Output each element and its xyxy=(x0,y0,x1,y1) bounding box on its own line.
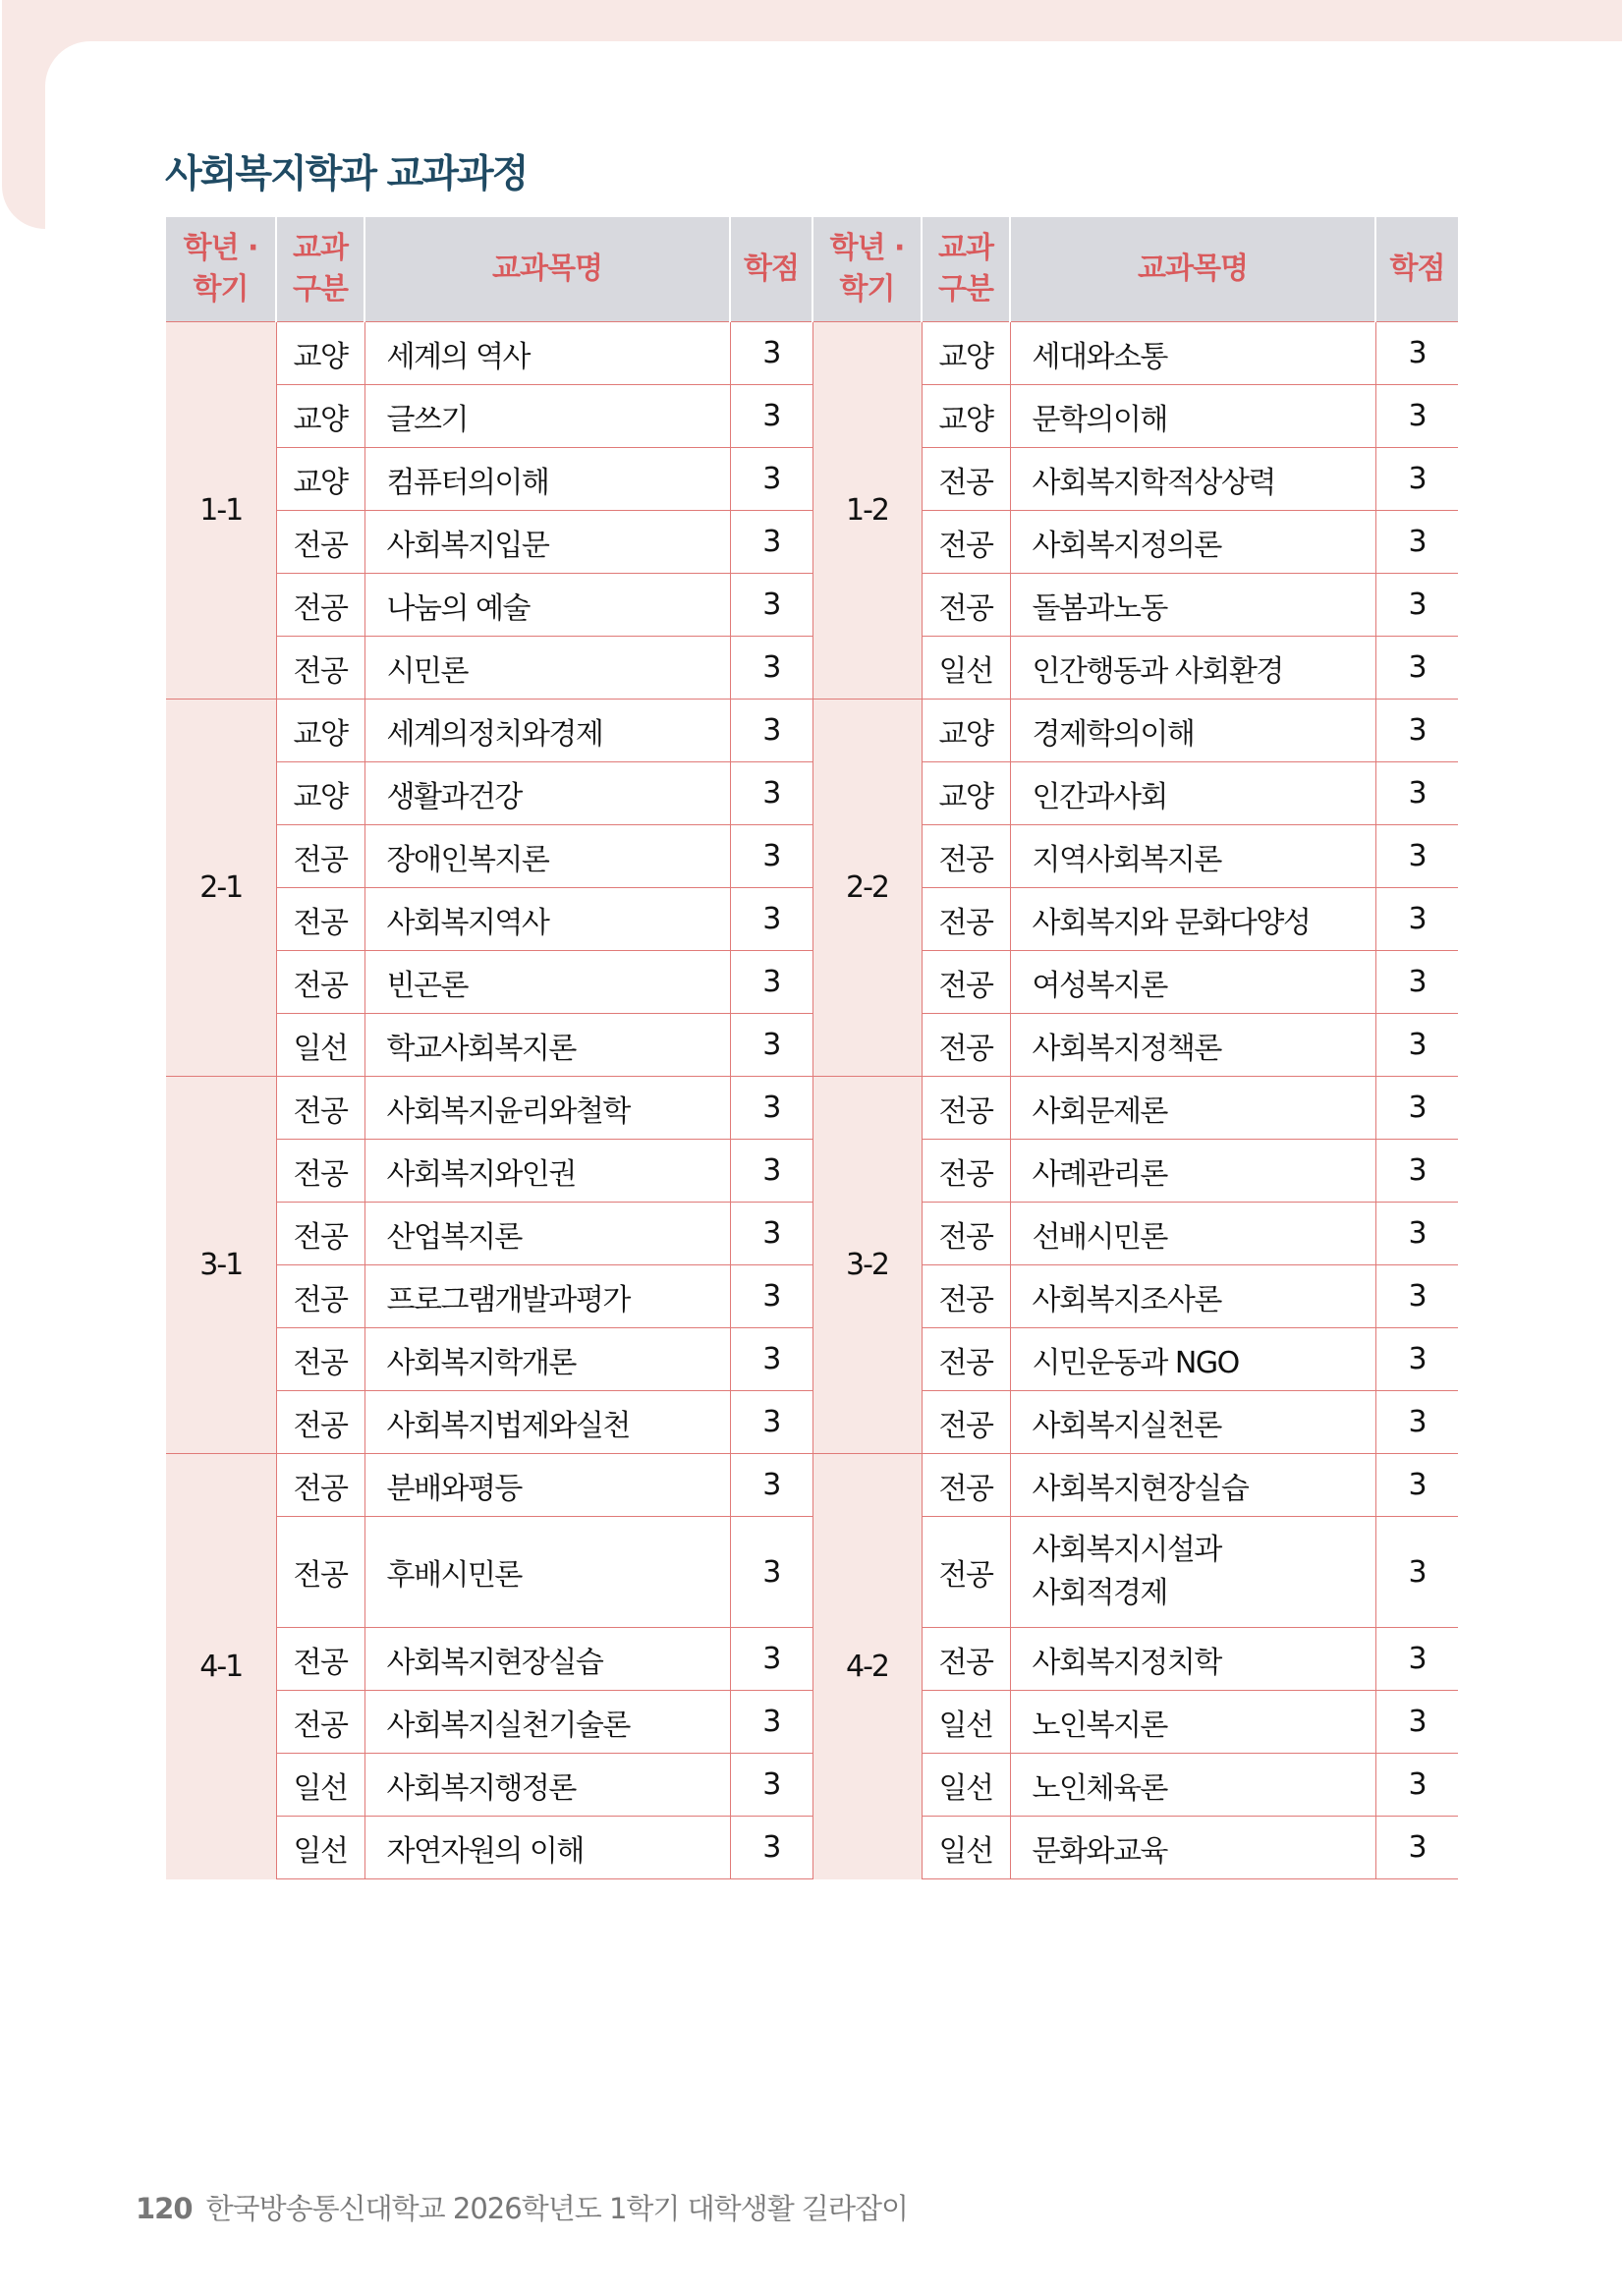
course-credit: 3 xyxy=(1375,1817,1458,1879)
page-title: 사회복지학과 교과과정 xyxy=(165,152,528,196)
course-category: 교양 xyxy=(276,322,364,385)
semester-cell-left: 1-1 xyxy=(166,322,276,700)
course-name: 분배와평등 xyxy=(364,1454,730,1517)
course-category: 전공 xyxy=(922,825,1010,888)
course-name: 사회복지실천기술론 xyxy=(364,1691,730,1754)
course-category: 전공 xyxy=(276,1628,364,1691)
table-row xyxy=(166,825,1458,888)
course-credit: 3 xyxy=(730,511,812,574)
header-category-right: 교과 구분 xyxy=(922,217,1010,322)
course-name-line-1: 사회복지시설과 xyxy=(1032,1533,1221,1567)
course-category: 전공 xyxy=(276,888,364,951)
course-credit: 3 xyxy=(1375,1265,1458,1328)
table-row xyxy=(166,637,1458,700)
course-credit: 3 xyxy=(730,1328,812,1391)
course-credit: 3 xyxy=(1375,762,1458,825)
course-category: 전공 xyxy=(276,1328,364,1391)
table-row xyxy=(166,1203,1458,1265)
course-category: 전공 xyxy=(922,1628,1010,1691)
course-credit: 3 xyxy=(1375,1691,1458,1754)
course-credit: 3 xyxy=(1375,1391,1458,1454)
course-name: 노인체육론 xyxy=(1010,1754,1375,1817)
course-credit: 3 xyxy=(1375,574,1458,637)
decorative-left-band xyxy=(2,0,45,229)
course-name: 사회복지행정론 xyxy=(364,1754,730,1817)
course-credit: 3 xyxy=(730,825,812,888)
table-row xyxy=(166,322,1458,385)
course-category: 전공 xyxy=(922,1077,1010,1140)
course-category: 전공 xyxy=(922,1517,1010,1628)
course-category: 전공 xyxy=(276,1517,364,1628)
course-credit: 3 xyxy=(1375,1328,1458,1391)
course-category: 전공 xyxy=(922,1265,1010,1328)
course-category: 일선 xyxy=(922,637,1010,700)
course-category: 전공 xyxy=(276,1691,364,1754)
course-name: 사회복지조사론 xyxy=(1010,1265,1375,1328)
table-row xyxy=(166,951,1458,1014)
course-name: 사회복지실천론 xyxy=(1010,1391,1375,1454)
course-credit: 3 xyxy=(1375,1628,1458,1691)
course-name: 사회복지현장실습 xyxy=(1010,1454,1375,1517)
course-category: 전공 xyxy=(276,1203,364,1265)
semester-cell-right: 4-2 xyxy=(812,1454,922,1879)
course-name: 선배시민론 xyxy=(1010,1203,1375,1265)
course-name: 사회복지학적상상력 xyxy=(1010,448,1375,511)
course-category: 전공 xyxy=(922,1328,1010,1391)
course-credit: 3 xyxy=(1375,951,1458,1014)
table-row xyxy=(166,1077,1458,1140)
semester-cell-right: 3-2 xyxy=(812,1077,922,1454)
header-category-left: 교과 구분 xyxy=(276,217,364,322)
header-course-name-left: 교과목명 xyxy=(364,217,730,322)
course-category: 전공 xyxy=(276,511,364,574)
footer-text: 한국방송통신대학교 2026학년도 1학기 대학생활 길라잡이 xyxy=(205,2192,908,2225)
course-name: 사회복지법제와실천 xyxy=(364,1391,730,1454)
course-category: 전공 xyxy=(922,1203,1010,1265)
course-credit: 3 xyxy=(730,322,812,385)
course-category: 교양 xyxy=(922,322,1010,385)
course-name: 경제학의이해 xyxy=(1010,700,1375,762)
course-category: 전공 xyxy=(922,511,1010,574)
course-name: 시민운동과 NGO xyxy=(1010,1328,1375,1391)
course-category: 교양 xyxy=(922,385,1010,448)
course-name: 인간과사회 xyxy=(1010,762,1375,825)
course-category: 교양 xyxy=(276,448,364,511)
course-credit: 3 xyxy=(730,700,812,762)
course-name: 컴퓨터의이해 xyxy=(364,448,730,511)
course-name: 돌봄과노동 xyxy=(1010,574,1375,637)
course-name: 사회복지학개론 xyxy=(364,1328,730,1391)
course-category: 일선 xyxy=(922,1817,1010,1879)
table-row xyxy=(166,385,1458,448)
header-semester-right: 학년 · 학기 xyxy=(812,217,922,322)
course-name: 문화와교육 xyxy=(1010,1817,1375,1879)
table-row xyxy=(166,1754,1458,1817)
course-name: 노인복지론 xyxy=(1010,1691,1375,1754)
course-credit: 3 xyxy=(730,888,812,951)
table-row xyxy=(166,1691,1458,1754)
course-credit: 3 xyxy=(730,637,812,700)
course-credit: 3 xyxy=(730,1691,812,1754)
course-credit: 3 xyxy=(730,1014,812,1077)
course-credit: 3 xyxy=(730,1077,812,1140)
course-name: 프로그램개발과평가 xyxy=(364,1265,730,1328)
course-name: 사회복지와인권 xyxy=(364,1140,730,1203)
page-footer xyxy=(136,2187,908,2227)
course-category: 전공 xyxy=(276,637,364,700)
header-credit-right: 학점 xyxy=(1375,217,1458,322)
course-credit: 3 xyxy=(730,574,812,637)
course-name: 사회복지입문 xyxy=(364,511,730,574)
header-course-name-right: 교과목명 xyxy=(1010,217,1375,322)
table-row xyxy=(166,1265,1458,1328)
course-credit: 3 xyxy=(730,1391,812,1454)
header-credit-left: 학점 xyxy=(730,217,812,322)
course-category: 전공 xyxy=(922,951,1010,1014)
header-semester-left: 학년 · 학기 xyxy=(166,217,276,322)
table-row xyxy=(166,888,1458,951)
course-category: 일선 xyxy=(276,1817,364,1879)
decorative-corner xyxy=(45,41,90,86)
course-credit: 3 xyxy=(730,1203,812,1265)
course-name: 사회복지와 문화다양성 xyxy=(1010,888,1375,951)
course-category: 일선 xyxy=(922,1691,1010,1754)
course-category: 교양 xyxy=(276,762,364,825)
table-row xyxy=(166,574,1458,637)
course-credit: 3 xyxy=(1375,888,1458,951)
course-category: 전공 xyxy=(276,1140,364,1203)
course-credit: 3 xyxy=(1375,1014,1458,1077)
course-name: 세계의 역사 xyxy=(364,322,730,385)
table-row xyxy=(166,1817,1458,1879)
course-name: 빈곤론 xyxy=(364,951,730,1014)
semester-cell-left: 2-1 xyxy=(166,700,276,1077)
course-credit: 3 xyxy=(730,385,812,448)
course-category: 전공 xyxy=(922,1140,1010,1203)
course-credit: 3 xyxy=(730,1817,812,1879)
course-name: 사회복지정치학 xyxy=(1010,1628,1375,1691)
table-row xyxy=(166,511,1458,574)
semester-cell-left: 4-1 xyxy=(166,1454,276,1879)
page-number: 120 xyxy=(136,2192,193,2225)
course-name: 사회복지정의론 xyxy=(1010,511,1375,574)
course-category: 전공 xyxy=(922,448,1010,511)
course-credit: 3 xyxy=(730,1628,812,1691)
course-name: 자연자원의 이해 xyxy=(364,1817,730,1879)
course-name: 사례관리론 xyxy=(1010,1140,1375,1203)
course-name: 사회복지현장실습 xyxy=(364,1628,730,1691)
course-credit: 3 xyxy=(730,1265,812,1328)
course-name: 사회복지윤리와철학 xyxy=(364,1077,730,1140)
semester-cell-right: 1-2 xyxy=(812,322,922,700)
course-category: 전공 xyxy=(276,1454,364,1517)
course-category: 전공 xyxy=(922,1454,1010,1517)
course-category: 전공 xyxy=(922,888,1010,951)
course-credit: 3 xyxy=(1375,511,1458,574)
decorative-top-band xyxy=(2,0,1622,41)
course-name xyxy=(1010,1517,1375,1628)
course-credit: 3 xyxy=(1375,825,1458,888)
table-row xyxy=(166,1014,1458,1077)
course-credit: 3 xyxy=(1375,1077,1458,1140)
table-row xyxy=(166,762,1458,825)
course-name: 생활과건강 xyxy=(364,762,730,825)
course-category: 일선 xyxy=(276,1014,364,1077)
course-name: 산업복지론 xyxy=(364,1203,730,1265)
semester-cell-left: 3-1 xyxy=(166,1077,276,1454)
course-name: 사회복지역사 xyxy=(364,888,730,951)
table-row xyxy=(166,1140,1458,1203)
course-name-line-2: 사회적경제 xyxy=(1032,1576,1167,1610)
course-name: 후배시민론 xyxy=(364,1517,730,1628)
course-credit: 3 xyxy=(730,762,812,825)
course-category: 일선 xyxy=(276,1754,364,1817)
course-name: 장애인복지론 xyxy=(364,825,730,888)
course-category: 교양 xyxy=(276,700,364,762)
table-header-row xyxy=(166,217,1458,322)
course-credit: 3 xyxy=(730,1517,812,1628)
course-category: 전공 xyxy=(922,574,1010,637)
course-name: 글쓰기 xyxy=(364,385,730,448)
course-category: 전공 xyxy=(276,951,364,1014)
course-name: 시민론 xyxy=(364,637,730,700)
course-credit: 3 xyxy=(1375,448,1458,511)
course-category: 전공 xyxy=(922,1014,1010,1077)
course-category: 전공 xyxy=(922,1391,1010,1454)
course-category: 일선 xyxy=(922,1754,1010,1817)
course-credit: 3 xyxy=(730,448,812,511)
course-credit: 3 xyxy=(1375,1140,1458,1203)
course-category: 교양 xyxy=(922,762,1010,825)
table-row xyxy=(166,1328,1458,1391)
course-credit: 3 xyxy=(1375,1517,1458,1628)
course-credit: 3 xyxy=(730,1454,812,1517)
course-category: 전공 xyxy=(276,1077,364,1140)
course-category: 전공 xyxy=(276,825,364,888)
semester-cell-right: 2-2 xyxy=(812,700,922,1077)
course-credit: 3 xyxy=(730,1140,812,1203)
course-category: 교양 xyxy=(276,385,364,448)
course-credit: 3 xyxy=(1375,1754,1458,1817)
course-credit: 3 xyxy=(1375,322,1458,385)
curriculum-table xyxy=(166,217,1458,1879)
course-credit: 3 xyxy=(1375,1203,1458,1265)
course-name: 문학의이해 xyxy=(1010,385,1375,448)
course-name: 인간행동과 사회환경 xyxy=(1010,637,1375,700)
course-name: 사회복지정책론 xyxy=(1010,1014,1375,1077)
table-row xyxy=(166,1517,1458,1628)
course-name: 세대와소통 xyxy=(1010,322,1375,385)
course-credit: 3 xyxy=(730,951,812,1014)
table-row xyxy=(166,1628,1458,1691)
course-category: 교양 xyxy=(922,700,1010,762)
course-credit: 3 xyxy=(730,1754,812,1817)
course-name: 학교사회복지론 xyxy=(364,1014,730,1077)
course-name: 나눔의 예술 xyxy=(364,574,730,637)
table-row xyxy=(166,1454,1458,1517)
course-category: 전공 xyxy=(276,1265,364,1328)
course-category: 전공 xyxy=(276,574,364,637)
course-category: 전공 xyxy=(276,1391,364,1454)
course-credit: 3 xyxy=(1375,637,1458,700)
table-row xyxy=(166,448,1458,511)
course-credit: 3 xyxy=(1375,385,1458,448)
course-name: 지역사회복지론 xyxy=(1010,825,1375,888)
course-credit: 3 xyxy=(1375,1454,1458,1517)
course-name: 여성복지론 xyxy=(1010,951,1375,1014)
course-credit: 3 xyxy=(1375,700,1458,762)
course-name: 사회문제론 xyxy=(1010,1077,1375,1140)
course-name: 세계의정치와경제 xyxy=(364,700,730,762)
table-row xyxy=(166,700,1458,762)
table-row xyxy=(166,1391,1458,1454)
